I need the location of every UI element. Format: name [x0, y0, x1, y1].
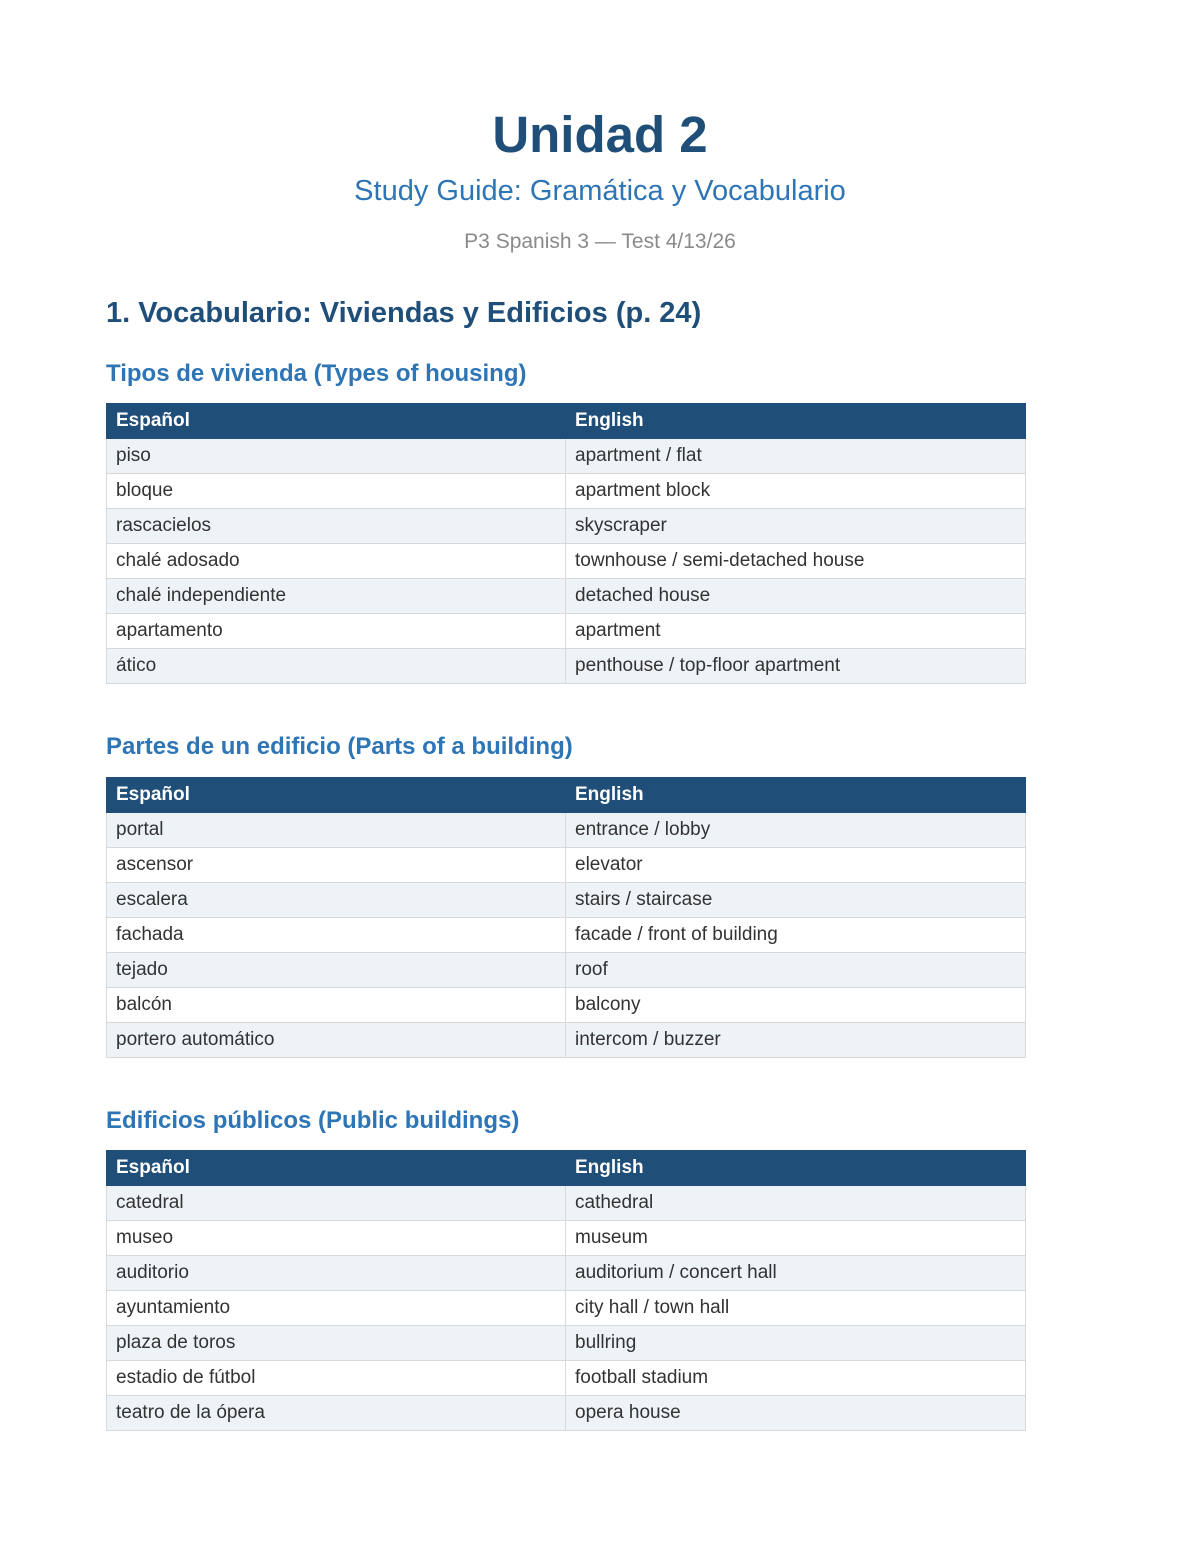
- spanish-cell: portal: [107, 813, 566, 848]
- english-cell: apartment block: [566, 474, 1026, 509]
- vocab-table-public-buildings: [106, 1150, 1026, 1431]
- table-row: [107, 1186, 1026, 1221]
- english-cell: city hall / town hall: [566, 1291, 1026, 1326]
- subsection-heading-housing: Tipos de vivienda (Types of housing): [106, 360, 527, 387]
- spanish-cell: chalé adosado: [107, 544, 566, 579]
- table-row: [107, 988, 1026, 1023]
- spanish-cell: plaza de toros: [107, 1326, 566, 1361]
- english-cell: apartment: [566, 614, 1026, 649]
- table-row: [107, 883, 1026, 918]
- column-header-english: English: [566, 778, 1026, 813]
- spanish-cell: escalera: [107, 883, 566, 918]
- table-row: [107, 1396, 1026, 1431]
- column-header-english: English: [566, 404, 1026, 439]
- table-header-row: [107, 1151, 1026, 1186]
- english-cell: townhouse / semi-detached house: [566, 544, 1026, 579]
- page-title: Unidad 2: [492, 106, 708, 163]
- vocab-table-building-parts: [106, 777, 1026, 1058]
- spanish-cell: chalé independiente: [107, 579, 566, 614]
- english-cell: skyscraper: [566, 509, 1026, 544]
- english-cell: cathedral: [566, 1186, 1026, 1221]
- english-cell: opera house: [566, 1396, 1026, 1431]
- english-cell: bullring: [566, 1326, 1026, 1361]
- table-header-row: [107, 404, 1026, 439]
- spanish-cell: rascacielos: [107, 509, 566, 544]
- table-row: [107, 918, 1026, 953]
- table-row: [107, 1291, 1026, 1326]
- subsection-heading-public-buildings: Edificios públicos (Public buildings): [106, 1107, 520, 1134]
- spanish-cell: balcón: [107, 988, 566, 1023]
- subsection-heading-building-parts: Partes de un edificio (Parts of a building): [106, 733, 573, 760]
- english-cell: roof: [566, 953, 1026, 988]
- column-header-english: English: [566, 1151, 1026, 1186]
- table-row: [107, 579, 1026, 614]
- table-row: [107, 474, 1026, 509]
- spanish-cell: ayuntamiento: [107, 1291, 566, 1326]
- table-row: [107, 813, 1026, 848]
- table-row: [107, 614, 1026, 649]
- table-row: [107, 649, 1026, 684]
- spanish-cell: estadio de fútbol: [107, 1361, 566, 1396]
- page-meta: P3 Spanish 3 — Test 4/13/26: [464, 230, 736, 253]
- spanish-cell: fachada: [107, 918, 566, 953]
- table-row: [107, 509, 1026, 544]
- english-cell: apartment / flat: [566, 439, 1026, 474]
- english-cell: auditorium / concert hall: [566, 1256, 1026, 1291]
- english-cell: detached house: [566, 579, 1026, 614]
- table-row: [107, 1023, 1026, 1058]
- column-header-spanish: Español: [107, 404, 566, 439]
- spanish-cell: auditorio: [107, 1256, 566, 1291]
- table-row: [107, 848, 1026, 883]
- english-cell: football stadium: [566, 1361, 1026, 1396]
- spanish-cell: portero automático: [107, 1023, 566, 1058]
- english-cell: penthouse / top-floor apartment: [566, 649, 1026, 684]
- english-cell: facade / front of building: [566, 918, 1026, 953]
- spanish-cell: bloque: [107, 474, 566, 509]
- table-row: [107, 1326, 1026, 1361]
- spanish-cell: teatro de la ópera: [107, 1396, 566, 1431]
- table-header-row: [107, 778, 1026, 813]
- english-cell: entrance / lobby: [566, 813, 1026, 848]
- spanish-cell: ascensor: [107, 848, 566, 883]
- table-row: [107, 953, 1026, 988]
- column-header-spanish: Español: [107, 1151, 566, 1186]
- english-cell: museum: [566, 1221, 1026, 1256]
- spanish-cell: apartamento: [107, 614, 566, 649]
- spanish-cell: tejado: [107, 953, 566, 988]
- vocab-table-housing: [106, 403, 1026, 684]
- english-cell: stairs / staircase: [566, 883, 1026, 918]
- spanish-cell: catedral: [107, 1186, 566, 1221]
- page-subtitle: Study Guide: Gramática y Vocabulario: [354, 175, 846, 207]
- english-cell: elevator: [566, 848, 1026, 883]
- table-row: [107, 1361, 1026, 1396]
- spanish-cell: piso: [107, 439, 566, 474]
- table-row: [107, 544, 1026, 579]
- table-row: [107, 1256, 1026, 1291]
- table-row: [107, 439, 1026, 474]
- section-heading: 1. Vocabulario: Viviendas y Edificios (p. 24): [106, 297, 702, 329]
- column-header-spanish: Español: [107, 778, 566, 813]
- english-cell: balcony: [566, 988, 1026, 1023]
- english-cell: intercom / buzzer: [566, 1023, 1026, 1058]
- spanish-cell: ático: [107, 649, 566, 684]
- table-row: [107, 1221, 1026, 1256]
- spanish-cell: museo: [107, 1221, 566, 1256]
